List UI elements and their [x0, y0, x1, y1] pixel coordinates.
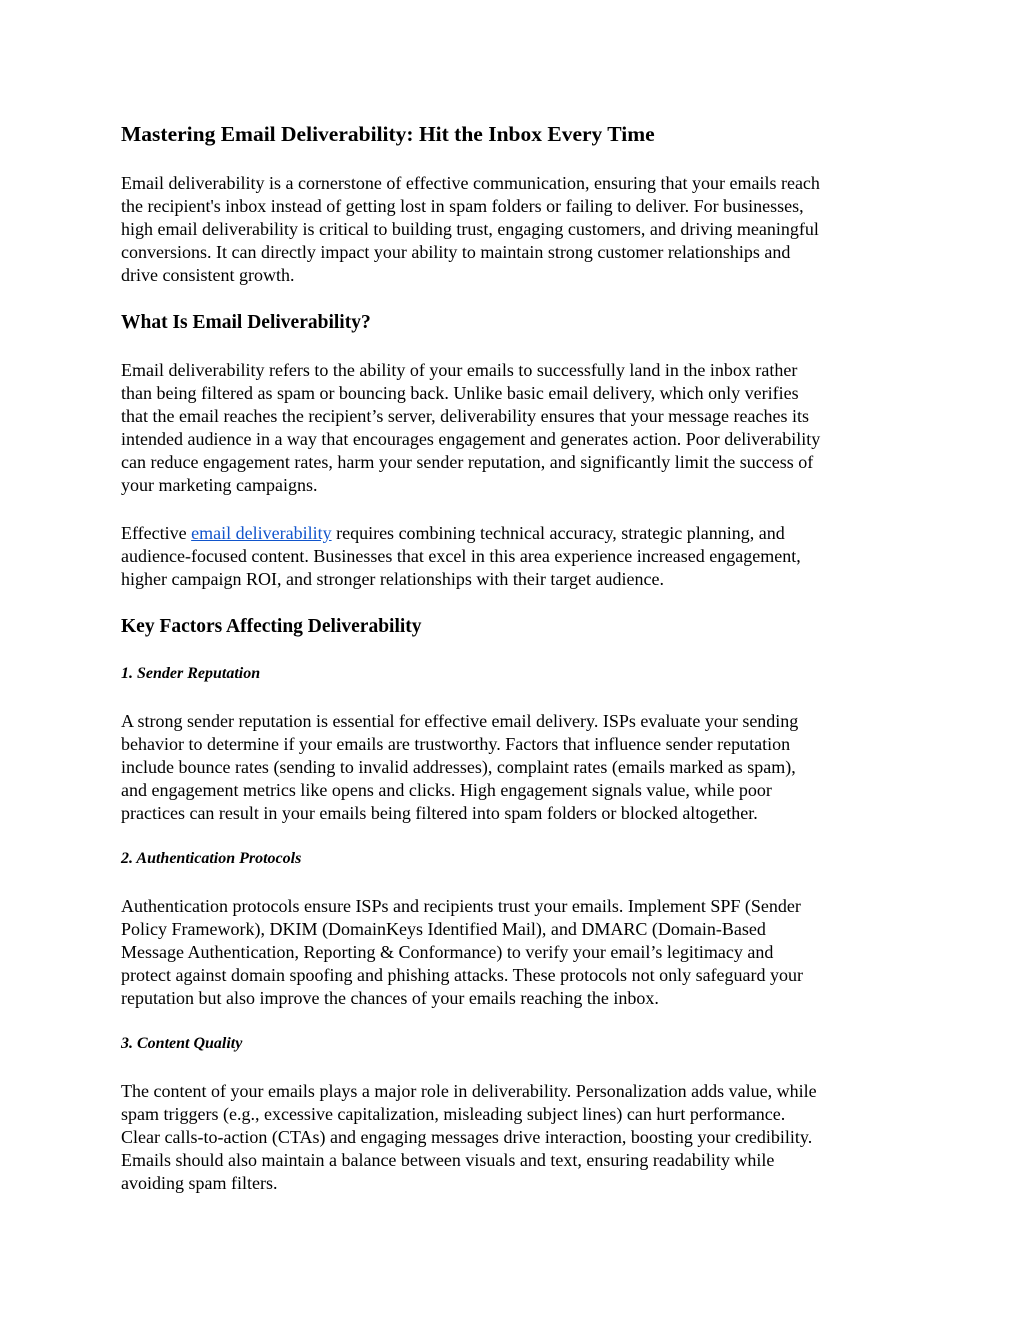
- text-line: intended audience in a way that encourages engagement and generates action. Poor deliverability: [121, 429, 821, 449]
- content-quality-paragraph: [121, 1080, 911, 1195]
- text-line: than being filtered as spam or bouncing back. Unlike basic email delivery, which only verifies: [121, 383, 799, 403]
- text-line: can reduce engagement rates, harm your sender reputation, and significantly limit the success of: [121, 452, 814, 472]
- text-line: The content of your emails plays a major role in deliverability. Personalization adds value, while: [121, 1081, 817, 1101]
- text-line: practices can result in your emails being filtered into spam folders or blocked altogether.: [121, 803, 758, 823]
- text-line: audience-focused content. Businesses that excel in this area experience increased engagement,: [121, 546, 801, 566]
- text-line: drive consistent growth.: [121, 265, 295, 285]
- text-line: Authentication protocols ensure ISPs and recipients trust your emails. Implement SPF (Sender: [121, 896, 801, 916]
- effective-paragraph: [121, 522, 911, 591]
- text-line: spam triggers (e.g., excessive capitalization, misleading subject lines) can hurt performance.: [121, 1104, 786, 1124]
- text-line: and engagement metrics like opens and clicks. High engagement signals value, while poor: [121, 780, 772, 800]
- sender-reputation-paragraph: [121, 710, 911, 825]
- email-deliverability-link[interactable]: email deliverability: [191, 523, 332, 543]
- text-line: Message Authentication, Reporting & Conformance) to verify your email’s legitimacy and: [121, 942, 774, 962]
- text-line: Email deliverability refers to the ability of your emails to successfully land in the inbox rather: [121, 360, 798, 380]
- authentication-paragraph: [121, 895, 911, 1010]
- text-line: avoiding spam filters.: [121, 1173, 278, 1193]
- definition-paragraph: [121, 359, 911, 497]
- text-line: conversions. It can directly impact your ability to maintain strong customer relationships and: [121, 242, 791, 262]
- text-line: high email deliverability is critical to building trust, engaging customers, and driving meaningful: [121, 219, 819, 239]
- factor-heading-sender-reputation: 1. Sender Reputation: [121, 665, 261, 682]
- text-line: that the email reaches the recipient’s server, deliverability ensures that your message reaches its: [121, 406, 810, 426]
- text-line: the recipient's inbox instead of getting lost in spam folders or failing to deliver. For businesses,: [121, 196, 804, 216]
- text-line: Emails should also maintain a balance between visuals and text, ensuring readability while: [121, 1150, 775, 1170]
- intro-paragraph: [121, 172, 911, 287]
- text-line: your marketing campaigns.: [121, 475, 318, 495]
- text-line: include bounce rates (sending to invalid addresses), complaint rates (emails marked as spam),: [121, 757, 796, 777]
- text-line: protect against domain spoofing and phishing attacks. These protocols not only safeguard your: [121, 965, 804, 985]
- factor-heading-authentication: 2. Authentication Protocols: [121, 850, 302, 867]
- text-line: Email deliverability is a cornerstone of effective communication, ensuring that your emails reach: [121, 173, 820, 193]
- text-line: reputation but also improve the chances of your emails reaching the inbox.: [121, 988, 659, 1008]
- text-line: behavior to determine if your emails are trustworthy. Factors that influence sender reputation: [121, 734, 791, 754]
- text-segment: Effective: [121, 523, 192, 543]
- text-line: [121, 522, 911, 545]
- factor-heading-content-quality: 3. Content Quality: [121, 1035, 243, 1052]
- text-line: Clear calls-to-action (CTAs) and engaging messages drive interaction, boosting your credibility.: [121, 1127, 813, 1147]
- text-segment: requires combining technical accuracy, strategic planning, and: [331, 523, 785, 543]
- text-line: A strong sender reputation is essential for effective email delivery. ISPs evaluate your sending: [121, 711, 799, 731]
- section-heading-what-is: What Is Email Deliverability?: [121, 312, 371, 333]
- page-title: Mastering Email Deliverability: Hit the Inbox Every Time: [121, 122, 655, 146]
- section-heading-key-factors: Key Factors Affecting Deliverability: [121, 616, 422, 637]
- text-line: Policy Framework), DKIM (DomainKeys Identified Mail), and DMARC (Domain-Based: [121, 919, 766, 939]
- text-line: higher campaign ROI, and stronger relationships with their target audience.: [121, 569, 665, 589]
